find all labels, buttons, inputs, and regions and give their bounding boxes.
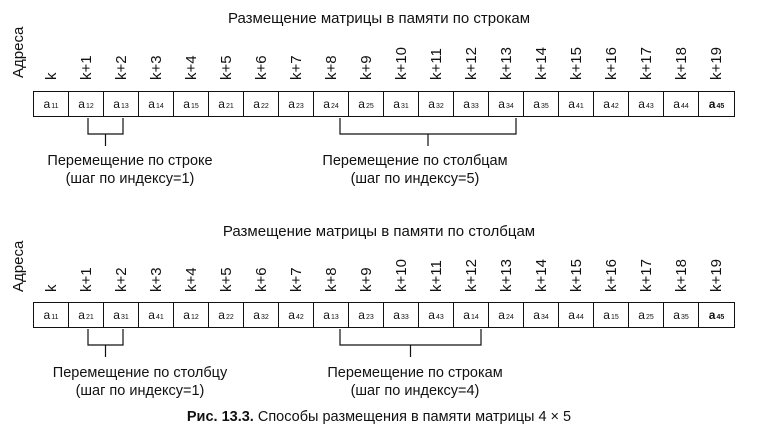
address-index-label: k+4 bbox=[182, 267, 200, 292]
figure2-title: Размещение матрицы в памяти по столбцам bbox=[222, 223, 536, 240]
cell-base: a bbox=[463, 97, 470, 111]
address-index-label: k+18 bbox=[672, 47, 690, 80]
cell-subscript: 45 bbox=[716, 313, 725, 321]
cell-subscript: 41 bbox=[575, 102, 584, 110]
caption-text: Способы размещения в памяти матрицы 4 × 5 bbox=[257, 409, 572, 425]
cell-base: a bbox=[603, 97, 610, 111]
cell-base: a bbox=[288, 97, 295, 111]
address-index-label: k+13 bbox=[497, 47, 515, 80]
address-index-label: k+1 bbox=[77, 55, 95, 80]
cell-base: a bbox=[498, 97, 505, 111]
cell-subscript: 45 bbox=[716, 102, 725, 110]
cell-base: a bbox=[218, 308, 225, 322]
cell-subscript: 24 bbox=[505, 313, 514, 321]
address-index-label: k+4 bbox=[182, 55, 200, 80]
address-index-label: k bbox=[42, 284, 60, 292]
cell-base: a bbox=[498, 308, 505, 322]
address-index-label: k+6 bbox=[252, 55, 270, 80]
figure-caption bbox=[0, 409, 758, 425]
address-index-label: k+19 bbox=[707, 259, 725, 292]
address-index-label: k+10 bbox=[392, 47, 410, 80]
cell-base: a bbox=[358, 97, 365, 111]
address-index-label: k+9 bbox=[357, 55, 375, 80]
cell-subscript: 23 bbox=[295, 102, 304, 110]
annotation-line2: (шаг по индексу=1) bbox=[65, 171, 195, 187]
cell-subscript: 12 bbox=[190, 313, 199, 321]
address-index-label: k+16 bbox=[602, 47, 620, 80]
annotation-line2: (шаг по индексу=5) bbox=[350, 171, 480, 187]
cell-base: a bbox=[638, 97, 645, 111]
cell-subscript: 42 bbox=[295, 313, 304, 321]
address-index-label: k+6 bbox=[252, 267, 270, 292]
cell-base: a bbox=[113, 308, 120, 322]
address-index-label: k+19 bbox=[707, 47, 725, 80]
cell-subscript: 32 bbox=[435, 102, 444, 110]
cell-subscript: 44 bbox=[575, 313, 584, 321]
cell-base: a bbox=[673, 308, 680, 322]
address-index-label: k+3 bbox=[147, 267, 165, 292]
cell-subscript: 25 bbox=[365, 102, 374, 110]
annotation-line1: Перемещение по столбцам bbox=[322, 153, 508, 169]
cell-subscript: 15 bbox=[190, 102, 199, 110]
cell-subscript: 21 bbox=[85, 313, 94, 321]
address-index-label: k+18 bbox=[672, 259, 690, 292]
address-index-label: k+5 bbox=[217, 55, 235, 80]
figure1-address-label: Адреса bbox=[10, 26, 27, 78]
address-index-label: k+9 bbox=[357, 267, 375, 292]
cell-base: a bbox=[148, 308, 155, 322]
cell-subscript: 25 bbox=[645, 313, 654, 321]
cell-base: a bbox=[638, 308, 645, 322]
cell-subscript: 32 bbox=[260, 313, 269, 321]
cell-base: a bbox=[568, 97, 575, 111]
cell-subscript: 13 bbox=[330, 313, 339, 321]
cell-base: a bbox=[533, 97, 540, 111]
figure2-row-step-bracket bbox=[340, 329, 481, 357]
cell-base: a bbox=[253, 97, 260, 111]
cell-base: a bbox=[43, 97, 51, 111]
cell-base: a bbox=[183, 308, 190, 322]
figure1-column-step-bracket bbox=[340, 118, 516, 146]
cell-subscript: 43 bbox=[435, 313, 444, 321]
cell-base: a bbox=[428, 308, 435, 322]
address-index-label: k+8 bbox=[322, 55, 340, 80]
cell-subscript: 43 bbox=[645, 102, 654, 110]
figure1-row-step-bracket bbox=[88, 118, 123, 146]
address-index-label: k+7 bbox=[287, 55, 305, 80]
cell-base: a bbox=[43, 308, 51, 322]
cell-base: a bbox=[393, 97, 400, 111]
address-index-label: k+7 bbox=[287, 267, 305, 292]
cell-subscript: 21 bbox=[225, 102, 234, 110]
cell-subscript: 31 bbox=[400, 102, 409, 110]
figure2-column-step-bracket bbox=[88, 329, 123, 357]
address-index-label: k+15 bbox=[567, 47, 585, 80]
cell-subscript: 15 bbox=[610, 313, 619, 321]
figure1-title: Размещение матрицы в памяти по строкам bbox=[227, 10, 531, 27]
cell-subscript: 13 bbox=[120, 102, 129, 110]
cell-subscript: 23 bbox=[365, 313, 374, 321]
address-index-label: k+15 bbox=[567, 259, 585, 292]
cell-subscript: 42 bbox=[610, 102, 619, 110]
annotation-line1: Перемещение по строкам bbox=[327, 365, 503, 381]
annotation-line2: (шаг по индексу=1) bbox=[75, 383, 205, 399]
cell-subscript: 11 bbox=[51, 313, 59, 321]
cell-base: a bbox=[393, 308, 400, 322]
cell-subscript: 41 bbox=[155, 313, 164, 321]
annotation-line2: (шаг по индексу=4) bbox=[350, 383, 480, 399]
cell-base: a bbox=[218, 97, 225, 111]
address-index-label: k+1 bbox=[77, 267, 95, 292]
cell-base: a bbox=[708, 308, 716, 322]
cell-subscript: 24 bbox=[330, 102, 339, 110]
cell-base: a bbox=[463, 308, 470, 322]
cell-subscript: 33 bbox=[400, 313, 409, 321]
cell-base: a bbox=[428, 97, 435, 111]
cell-subscript: 35 bbox=[680, 313, 689, 321]
cell-subscript: 31 bbox=[120, 313, 129, 321]
address-index-label: k+10 bbox=[392, 259, 410, 292]
cell-base: a bbox=[323, 308, 330, 322]
cell-subscript: 33 bbox=[470, 102, 479, 110]
cell-base: a bbox=[708, 97, 716, 111]
cell-base: a bbox=[358, 308, 365, 322]
cell-base: a bbox=[148, 97, 155, 111]
address-index-label: k+13 bbox=[497, 259, 515, 292]
cell-subscript: 22 bbox=[260, 102, 269, 110]
cell-subscript: 35 bbox=[540, 102, 549, 110]
address-index-label: k+8 bbox=[322, 267, 340, 292]
address-index-label: k+5 bbox=[217, 267, 235, 292]
address-index-label: k+2 bbox=[112, 55, 130, 80]
address-index-label: k+12 bbox=[462, 259, 480, 292]
address-index-label: k+17 bbox=[637, 47, 655, 80]
address-index-label: k+14 bbox=[532, 47, 550, 80]
cell-base: a bbox=[533, 308, 540, 322]
address-index-label: k+3 bbox=[147, 55, 165, 80]
annotation-line1: Перемещение по строке bbox=[47, 153, 213, 169]
cell-base: a bbox=[568, 308, 575, 322]
address-index-label: k+11 bbox=[427, 48, 445, 80]
cell-subscript: 12 bbox=[85, 102, 94, 110]
cell-subscript: 34 bbox=[540, 313, 549, 321]
cell-base: a bbox=[183, 97, 190, 111]
cell-subscript: 14 bbox=[470, 313, 479, 321]
address-index-label: k bbox=[42, 72, 60, 80]
cell-base: a bbox=[253, 308, 260, 322]
cell-base: a bbox=[113, 97, 120, 111]
cell-base: a bbox=[78, 97, 85, 111]
address-index-label: k+17 bbox=[637, 259, 655, 292]
annotation-line1: Перемещение по столбцу bbox=[52, 365, 228, 381]
cell-subscript: 14 bbox=[155, 102, 164, 110]
caption-label: Рис. 13.3. bbox=[186, 409, 254, 425]
cell-base: a bbox=[323, 97, 330, 111]
cell-base: a bbox=[78, 308, 85, 322]
address-index-label: k+16 bbox=[602, 259, 620, 292]
address-index-label: k+12 bbox=[462, 47, 480, 80]
cell-subscript: 11 bbox=[51, 102, 59, 110]
address-index-label: k+14 bbox=[532, 259, 550, 292]
cell-base: a bbox=[673, 97, 680, 111]
address-index-label: k+11 bbox=[427, 260, 445, 292]
address-index-label: k+2 bbox=[112, 267, 130, 292]
cell-subscript: 44 bbox=[680, 102, 689, 110]
cell-subscript: 22 bbox=[225, 313, 234, 321]
cell-base: a bbox=[288, 308, 295, 322]
cell-base: a bbox=[603, 308, 610, 322]
cell-subscript: 34 bbox=[505, 102, 514, 110]
figure2-address-label: Адреса bbox=[10, 240, 27, 292]
